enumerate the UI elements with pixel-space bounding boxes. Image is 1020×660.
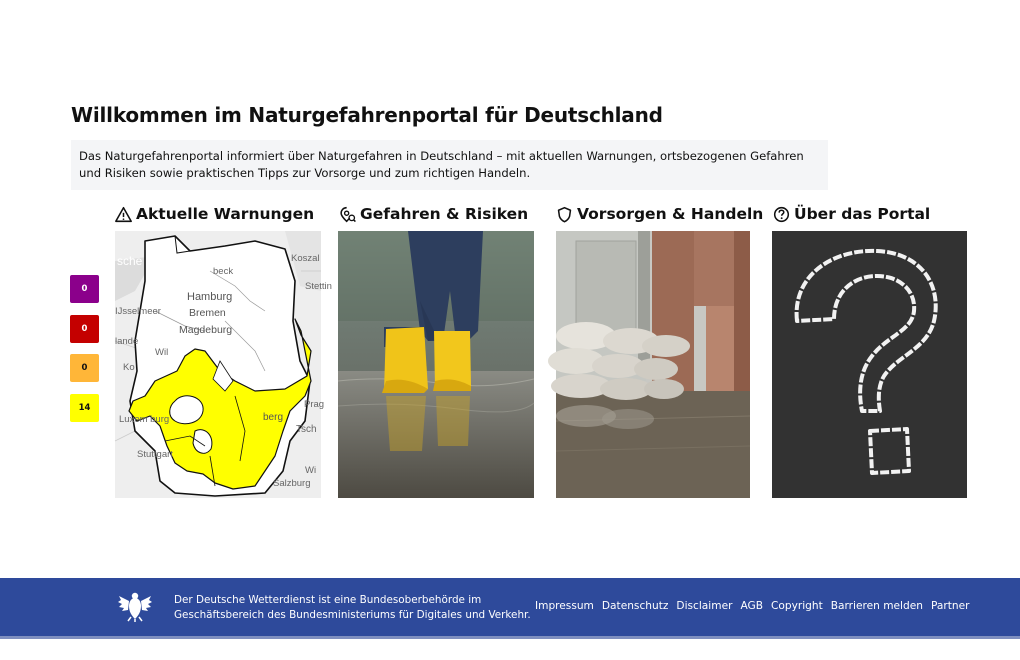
card-vorsorgen-title[interactable] [556,203,763,225]
warning-triangle-icon [115,206,132,223]
card-warnungen-title[interactable] [115,203,314,225]
map-label-koszal: Koszal [291,253,320,264]
footer [0,578,1020,639]
card-portal-title[interactable] [773,203,930,225]
footer-link-disclaimer[interactable]: Disclaimer [676,600,733,612]
flood-boots-image[interactable] [338,231,534,498]
map-graphic [115,231,332,498]
warning-count-minor[interactable]: 14 [70,394,99,422]
footer-line-2: Geschäftsbereich des Bundesministeriums für Digitales und Verkehr. [174,608,531,621]
intro-text: Das Naturgefahrenportal informiert über Naturgefahren in Deutschland – mit aktuellen Warnungen, ortsbezogenen Gefahren und Risiken sowie praktischen Tipps zur Vorsorge und zum richtigen Handeln. [71,140,828,190]
federal-eagle-icon [118,590,152,622]
card-vorsorgen-label: Vorsorgen & Handeln [577,205,764,223]
footer-link-partner[interactable]: Partner [930,600,970,612]
map-label-stettin: Stettin [305,281,332,292]
sandbags-graphic [556,231,750,498]
flood-boots-graphic [338,231,534,498]
page-title: Willkommen im Naturgefahrenportal für Deutschland [71,103,663,127]
map-label-nuremberg: berg [263,412,284,423]
map-label-sche: sche [117,254,143,268]
footer-link-copyright[interactable]: Copyright [770,600,823,612]
warning-count-moderate[interactable]: 0 [70,354,99,382]
map-label-lubeck: beck [213,266,234,277]
warning-count-severe[interactable]: 0 [70,315,99,343]
map-label-salzburg: Salzburg [273,478,311,489]
map-label-bremen: Bremen [189,307,226,319]
map-label-ko: Ko [123,362,135,373]
footer-text [174,593,531,622]
warning-map[interactable] [115,231,332,498]
card-warnungen-label: Aktuelle Warnungen [136,205,315,223]
footer-line-1: Der Deutsche Wetterdienst ist eine Bundesoberbehörde im [174,594,482,606]
location-pin-icon [339,206,356,223]
sandbags-image[interactable] [556,231,750,498]
footer-link-barrieren[interactable]: Barrieren melden [830,600,923,612]
shield-icon [556,206,573,223]
map-label-ijsselmeer: IJsselmeer [115,306,161,317]
footer-link-datenschutz[interactable]: Datenschutz [601,600,669,612]
map-label-wil: Wil [155,347,169,358]
warning-count-extreme[interactable]: 0 [70,275,99,303]
question-mark-image[interactable] [772,231,967,498]
map-label-prag: Prag [304,399,325,410]
map-label-hamburg: Hamburg [187,291,233,303]
card-gefahren-title[interactable] [339,203,528,225]
question-mark-graphic [772,231,967,498]
card-portal-label: Über das Portal [794,205,931,223]
map-label-wi: Wi [305,465,317,476]
map-label-lande: lande [115,336,139,347]
card-gefahren-label: Gefahren & Risiken [360,205,529,223]
map-label-luxemburg: Luxem burg [119,414,170,425]
footer-link-agb[interactable]: AGB [740,600,763,612]
footer-link-impressum[interactable]: Impressum [535,600,594,612]
question-circle-icon [773,206,790,223]
map-label-stuttgart: Stuttgart [137,449,173,460]
map-label-magdeburg: Magdeburg [179,324,233,336]
footer-links [535,600,969,612]
map-label-tsch: Tsch [296,424,317,435]
